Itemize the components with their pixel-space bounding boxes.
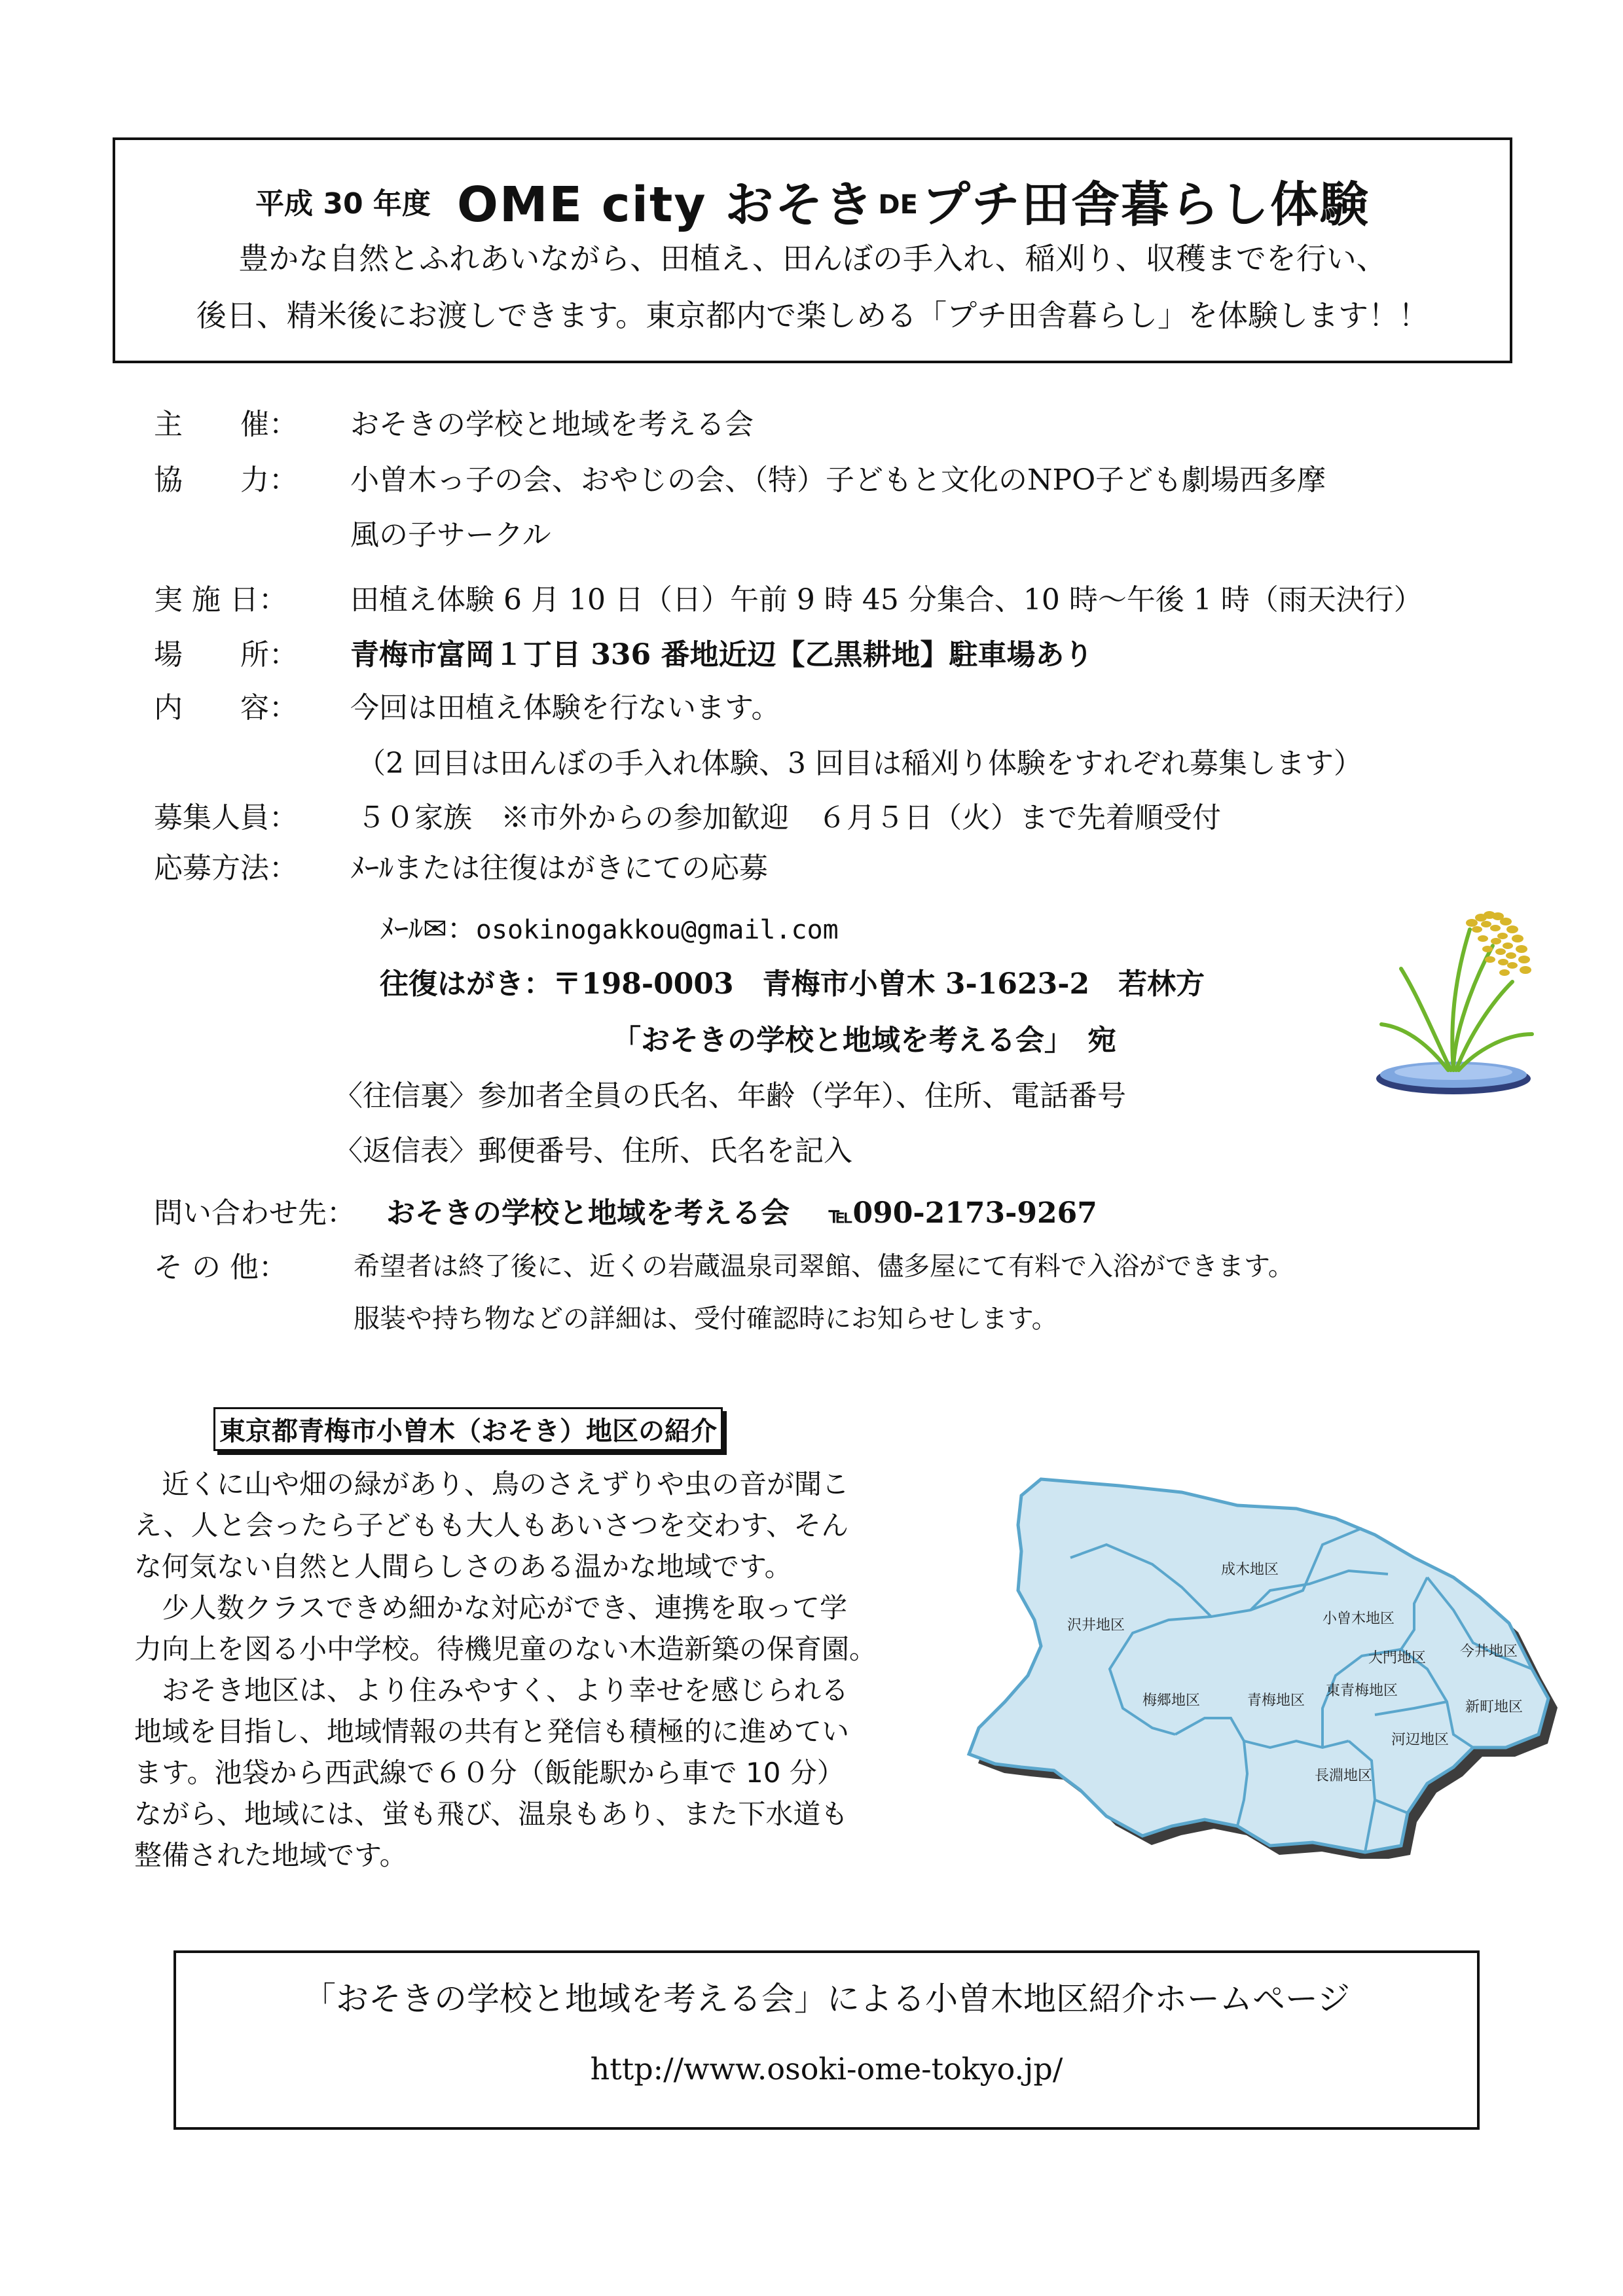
area-intro-line: な何気ない自然と人間らしさのある温かな地域です。 [134, 1551, 792, 1583]
header-box [113, 137, 1512, 363]
area-intro-line: ます。池袋から西武線で６０分（飯能駅から車で 10 分） [134, 1757, 845, 1789]
footer-title: 「おそきの学校と地域を考える会」による小曽木地区紹介ホームページ [303, 1980, 1350, 2018]
map-label-nariki: 成木地区 [1221, 1562, 1279, 1578]
footer-box [173, 1950, 1480, 2130]
map-outline [969, 1479, 1548, 1852]
organizer-value: おそきの学校と地域を考える会 [350, 408, 754, 441]
content-line-2: （2 回目は田んぼの手入れ体験、3 回目は稲刈り体験をすれぞれ募集します） [357, 747, 1362, 780]
content-line-1: 今回は田植え体験を行ないます。 [350, 691, 780, 725]
area-intro-line: 力向上を図る小中学校。待機児童のない木造新築の保育園。 [134, 1633, 877, 1665]
other-label: そ の 他： [154, 1251, 287, 1284]
intro-line-1: 豊かな自然とふれあいながら、田植え、田んぼの手入れ、稲刈り、収穫までを行い、 [238, 241, 1387, 276]
contact-name: おそきの学校と地域を考える会 [386, 1196, 790, 1230]
mail-address[interactable]: osokinogakkou@gmail.com [475, 915, 839, 945]
content-label: 内 容： [154, 691, 298, 725]
map-label-kabe: 河辺地区 [1391, 1732, 1450, 1748]
date-value: 田植え体験 6 月 10 日（日）午前 9 時 45 分集合、10 時～午後 1 時（雨天決行） [350, 583, 1423, 617]
cooperation-line-1: 小曽木っ子の会、おやじの会、（特）子どもと文化のNPO子ども劇場西多摩 [350, 463, 1326, 497]
postcard-addressee: 「おそきの学校と地域を考える会」 宛 [612, 1024, 1116, 1057]
other-line-2: 服装や持ち物などの詳細は、受付確認時にお知らせします。 [354, 1304, 1058, 1334]
area-intro-heading: 東京都青梅市小曽木（おそき）地区の紹介 [213, 1407, 723, 1451]
cooperation-label: 協 力： [154, 463, 298, 497]
place-label: 場 所： [154, 638, 298, 672]
mail-prefix: ﾒｰﾙ✉： [380, 912, 476, 946]
title-year: 平成 30 年度 [255, 187, 431, 221]
contact-tel-prefix: ℡ [829, 1202, 853, 1229]
map-label-daimon: 大門地区 [1368, 1650, 1427, 1666]
area-intro-line: え、人と会ったら子どもも大人もあいさつを交わす、そん [134, 1509, 849, 1541]
map-label-nagabuchi: 長淵地区 [1315, 1768, 1373, 1784]
contact-tel: 090-2173-9267 [852, 1196, 1097, 1230]
area-intro-line: 地域を目指し、地域情報の共有と発信も積極的に進めてい [134, 1715, 850, 1748]
map-label-baigo: 梅郷地区 [1142, 1693, 1201, 1709]
event-title [115, 166, 1510, 236]
homepage-link[interactable]: http://www.osoki-ome-tokyo.jp/ [590, 2051, 1063, 2087]
title-subtitle: プチ田舎暮らし体験 [921, 177, 1370, 233]
title-main: OME city おそき [456, 177, 875, 233]
cooperation-line-2: 風の子サークル [350, 518, 551, 552]
postcard-front-info: 〈返信表〉郵便番号、住所、氏名を記入 [334, 1134, 852, 1168]
map-label-sawai: 沢井地区 [1067, 1617, 1125, 1634]
map-label-imai: 今井地区 [1460, 1643, 1518, 1660]
district-map [956, 1460, 1558, 1859]
area-intro-text [134, 1463, 887, 1876]
map-label-shinmachi: 新町地区 [1465, 1699, 1523, 1715]
title-de: DE [878, 189, 918, 220]
postcard-back-info: 〈往信裏〉参加者全員の氏名、年齢（学年）、住所、電話番号 [334, 1079, 1126, 1113]
area-intro-line: ながら、地域には、蛍も飛び、温泉もあり、また下水道も [134, 1798, 848, 1830]
recruit-label: 募集人員： [154, 801, 298, 834]
apply-value: ﾒｰﾙまたは往復はがきにての応募 [350, 852, 768, 885]
area-intro-line: 近くに山や畑の緑があり、鳥のさえずりや虫の音が聞こ [134, 1468, 850, 1500]
place-value: 青梅市富岡１丁目 336 番地近辺【乙黒耕地】駐車場あり [350, 638, 1093, 672]
area-intro-line: おそき地区は、より住みやすく、より幸せを感じられる [134, 1674, 849, 1706]
apply-label: 応募方法： [154, 852, 298, 885]
organizer-label: 主 催： [154, 408, 298, 441]
recruit-value: ５０家族 ※市外からの参加歓迎 ６月５日（火）まで先着順受付 [357, 801, 1221, 834]
other-line-1: 希望者は終了後に、近くの岩蔵温泉司翠館、儘多屋にて有料で入浴ができます。 [354, 1251, 1294, 1282]
mail-line [380, 905, 839, 947]
intro-line-2: 後日、精米後にお渡しできます。東京都内で楽しめる「プチ田舎暮らし」を体験します！！ [196, 298, 1429, 333]
map-label-ome: 青梅地区 [1247, 1693, 1305, 1709]
map-label-higashi-ome: 東青梅地区 [1326, 1683, 1398, 1699]
area-intro-line: 少人数クラスできめ細かな対応ができ、連携を取って学 [134, 1592, 848, 1624]
area-intro-line: 整備された地域です。 [134, 1839, 407, 1871]
date-label: 実 施 日： [154, 583, 287, 617]
rice-plant-icon [1355, 884, 1558, 1100]
map-label-ogi: 小曽木地区 [1322, 1611, 1395, 1627]
contact-line [386, 1189, 1097, 1231]
postcard-line: 往復はがき：〒198-0003 青梅市小曽木 3-1623-2 若林方 [380, 967, 1205, 1001]
contact-label: 問い合わせ先： [154, 1196, 356, 1230]
